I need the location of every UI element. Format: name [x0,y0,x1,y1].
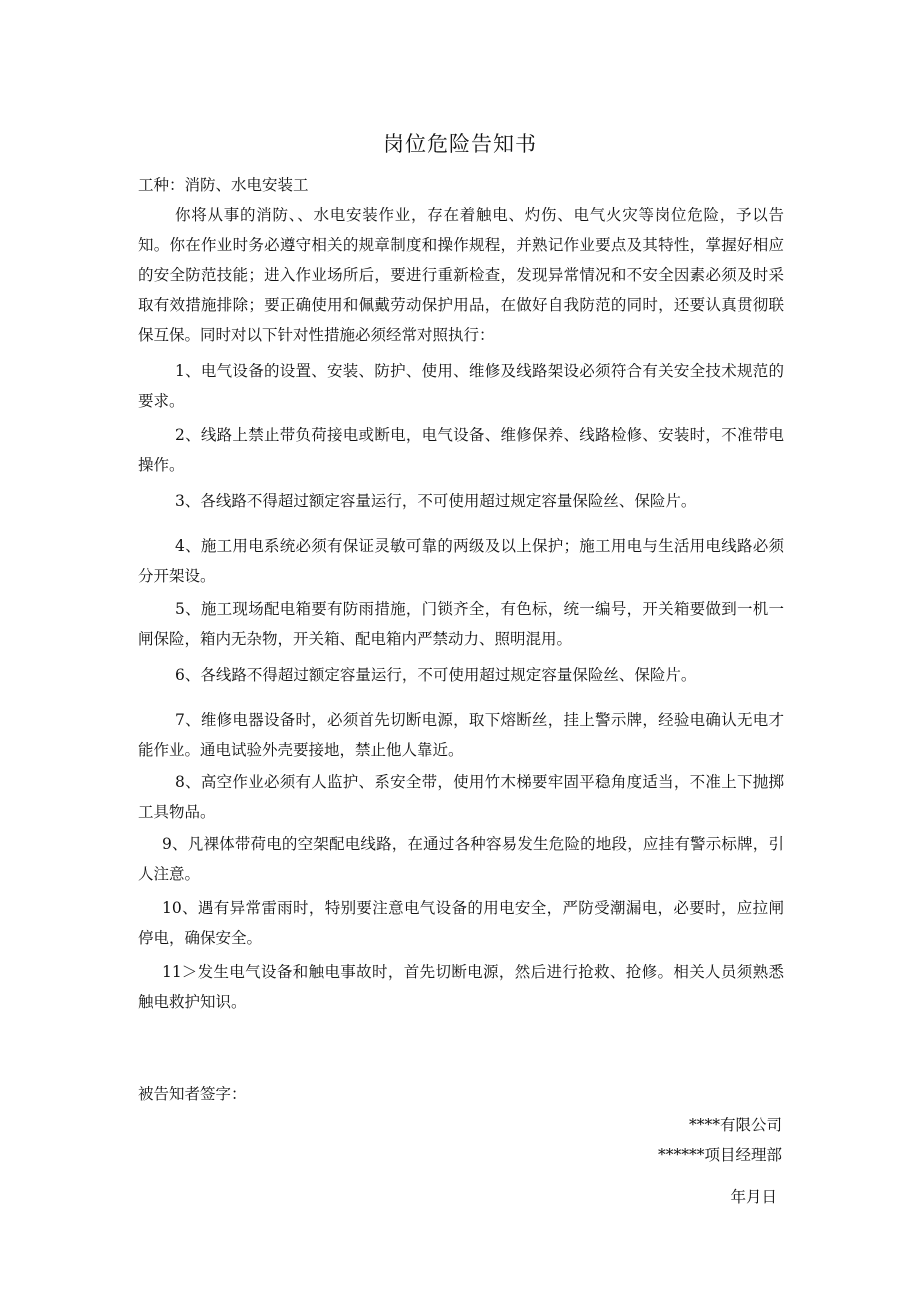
item-4: 4、施工用电系统必须有保证灵敏可靠的两级及以上保护；施工用电与生活用电线路必须分开架设。 [138,537,784,585]
item-1: 1、电气设备的设置、安装、防护、使用、维修及线路架设必须符合有关安全技术规范的要求。 [138,362,784,410]
item-2: 2、线路上禁止带负荷接电或断电，电气设备、维修保养、线路检修、安装时，不准带电操作。 [138,426,784,474]
job-type: 工种：消防、水电安装工 [138,176,309,194]
company-name: ****有限公司 [688,1116,782,1134]
item-9: 9、凡裸体带荷电的空架配电线路，在通过各种容易发生危险的地段，应挂有警示标牌，引人注意。 [138,835,784,883]
date-label: 年月日 [730,1188,777,1206]
signature-label: 被告知者签字： [138,1085,247,1103]
item-6: 6、各线路不得超过额定容量运行，不可使用超过规定容量保险丝、保险片。 [175,666,697,684]
item-5: 5、施工现场配电箱要有防雨措施，门锁齐全，有色标，统一编号，开关箱要做到一机一闸保险，箱内无杂物，开关箱、配电箱内严禁动力、照明混用。 [138,600,784,648]
department-name: ******项目经理部 [657,1146,782,1164]
item-3: 3、各线路不得超过额定容量运行，不可使用超过规定容量保险丝、保险片。 [175,492,697,510]
intro-paragraph: 你将从事的消防、、水电安装作业，存在着触电、灼伤、电气火灾等岗位危险，予以告知。你在作业时务必遵守相关的规章制度和操作规程，并熟记作业要点及其特性，掌握好相应的安全防范技能；进入作业场所后，要进行重新检查，发现异常情况和不安全因素必须及时采取有效措施排除；要正确使用和佩戴劳动保护用品，在做好自我防范的同时，还要认真贯彻联保互保。同时对以下针对性措施必须经常对照执行： [138,206,784,344]
document-title: 岗位危险告知书 [383,132,537,156]
item-8: 8、高空作业必须有人监护、系安全带，使用竹木梯要牢固平稳角度适当，不准上下抛掷工具物品。 [138,773,784,821]
item-11: 11＞发生电气设备和触电事故时，首先切断电源，然后进行抢救、抢修。相关人员须熟悉触电救护知识。 [138,963,784,1011]
item-7: 7、维修电器设备时，必须首先切断电源，取下熔断丝，挂上警示牌，经验电确认无电才能作业。通电试验外壳要接地，禁止他人靠近。 [138,711,784,759]
item-10: 10、遇有异常雷雨时，特别要注意电气设备的用电安全，严防受潮漏电，必要时，应拉闸停电，确保安全。 [138,899,784,947]
